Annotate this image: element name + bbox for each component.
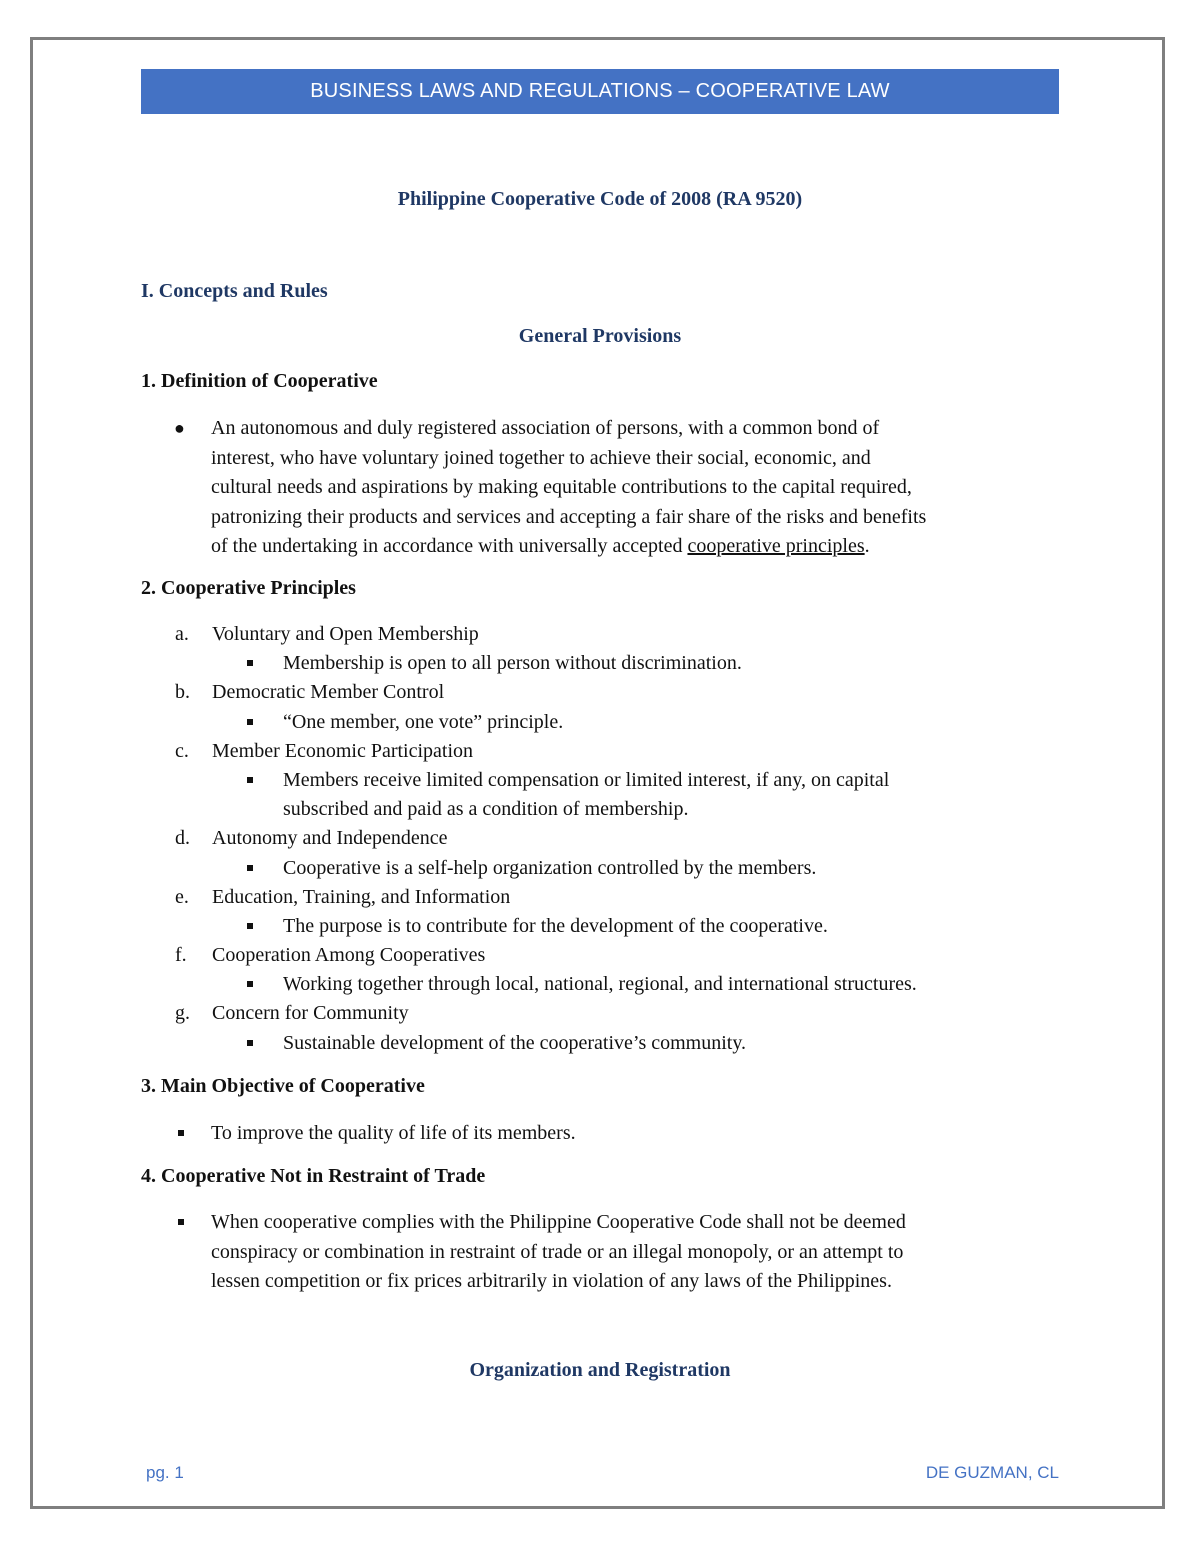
list-subitem <box>141 970 1061 999</box>
definition-line: patronizing their products and services and accepting a fair share of the risks and benefits <box>211 505 927 528</box>
heading-objective: 3. Main Objective of Cooperative <box>141 1075 425 1097</box>
list-item <box>141 941 1061 970</box>
definition-line: An autonomous and duly registered association of persons, with a common bond of <box>211 417 880 439</box>
list-subitem <box>141 854 1061 883</box>
subsection-general-provisions: General Provisions <box>518 325 682 347</box>
principle-label: Cooperation Among Cooperatives <box>212 944 486 967</box>
principle-label: Education, Training, and Information <box>212 885 511 908</box>
list-item <box>141 678 1061 707</box>
footer-page-number: pg. 1 <box>146 1463 184 1482</box>
list-subitem <box>141 766 1061 795</box>
header-bar <box>141 69 1059 114</box>
list-letter: f. <box>175 944 187 967</box>
restraint-bullet <box>211 1208 1061 1297</box>
objective-text: To improve the quality of life of its members. <box>211 1122 576 1144</box>
bullet-dot-icon: ● <box>174 418 185 438</box>
restraint-line: lessen competition or fix prices arbitrarily in violation of any laws of the Philippines. <box>211 1270 892 1292</box>
list-letter: b. <box>175 681 190 704</box>
square-bullet-icon <box>247 719 253 725</box>
principle-label: Member Economic Participation <box>212 739 474 762</box>
footer-author: DE GUZMAN, CL <box>925 1463 1059 1482</box>
heading-definition: 1. Definition of Cooperative <box>141 370 378 392</box>
list-subitem <box>141 1029 1061 1058</box>
list-item <box>141 620 1061 649</box>
definition-bullet <box>174 414 1061 562</box>
principles-list <box>141 620 1061 1058</box>
document-title: Philippine Cooperative Code of 2008 (RA 9520) <box>397 188 803 210</box>
square-bullet-icon <box>247 1040 253 1046</box>
principle-label: Autonomy and Independence <box>212 827 448 850</box>
principle-label: Democratic Member Control <box>212 681 445 704</box>
list-item <box>141 883 1061 912</box>
principle-label: Voluntary and Open Membership <box>212 623 479 645</box>
subsection-organization-registration: Organization and Registration <box>469 1359 731 1381</box>
square-bullet-icon <box>247 660 253 666</box>
restraint-line: When cooperative complies with the Philippine Cooperative Code shall not be deemed <box>211 1211 906 1233</box>
list-subitem-continued <box>141 795 1061 824</box>
square-bullet-icon <box>247 865 253 871</box>
definition-line: cultural needs and aspirations by making equitable contributions to the capital required, <box>211 476 912 498</box>
square-bullet-icon <box>247 777 253 783</box>
principle-detail: Working together through local, national, regional, and international structures. <box>283 973 917 996</box>
list-letter: d. <box>175 827 190 850</box>
principle-detail: subscribed and paid as a condition of membership. <box>283 798 689 821</box>
principle-label: Concern for Community <box>212 1002 409 1025</box>
list-letter: a. <box>175 623 189 645</box>
restraint-line: conspiracy or combination in restraint of trade or an illegal monopoly, or an attempt to <box>211 1240 904 1263</box>
definition-line-prefix: of the undertaking in accordance with universally accepted <box>211 535 688 557</box>
objective-bullet <box>211 1119 1061 1149</box>
principle-detail: Members receive limited compensation or limited interest, if any, on capital <box>283 768 890 791</box>
principle-detail: Membership is open to all person without discrimination. <box>283 652 742 675</box>
principle-detail: The purpose is to contribute for the development of the cooperative. <box>283 914 828 937</box>
heading-restraint: 4. Cooperative Not in Restraint of Trade <box>141 1165 486 1187</box>
principle-detail: Cooperative is a self-help organization controlled by the members. <box>283 856 817 879</box>
square-bullet-icon <box>247 981 253 987</box>
list-letter: c. <box>175 739 189 762</box>
section-title-concepts: I. Concepts and Rules <box>141 280 328 302</box>
list-subitem <box>141 708 1061 737</box>
list-subitem <box>141 649 1061 678</box>
square-bullet-icon <box>178 1219 184 1225</box>
square-bullet-icon <box>247 923 253 929</box>
definition-line-last <box>211 532 1061 562</box>
list-letter: e. <box>175 885 189 908</box>
definition-line-suffix: . <box>864 535 870 557</box>
definition-line: interest, who have voluntary joined together to achieve their social, economic, and <box>211 446 871 469</box>
header-title: BUSINESS LAWS AND REGULATIONS – COOPERATIVE LAW <box>310 80 890 102</box>
heading-principles: 2. Cooperative Principles <box>141 577 356 599</box>
cooperative-principles-link[interactable]: cooperative principles <box>687 535 865 557</box>
principle-detail: Sustainable development of the cooperative’s community. <box>283 1031 747 1054</box>
principle-detail: “One member, one vote” principle. <box>283 710 564 733</box>
square-bullet-icon <box>178 1130 184 1136</box>
list-subitem <box>141 912 1061 941</box>
list-item <box>141 999 1061 1028</box>
list-letter: g. <box>175 1002 190 1025</box>
list-item <box>141 824 1061 853</box>
list-item <box>141 737 1061 766</box>
